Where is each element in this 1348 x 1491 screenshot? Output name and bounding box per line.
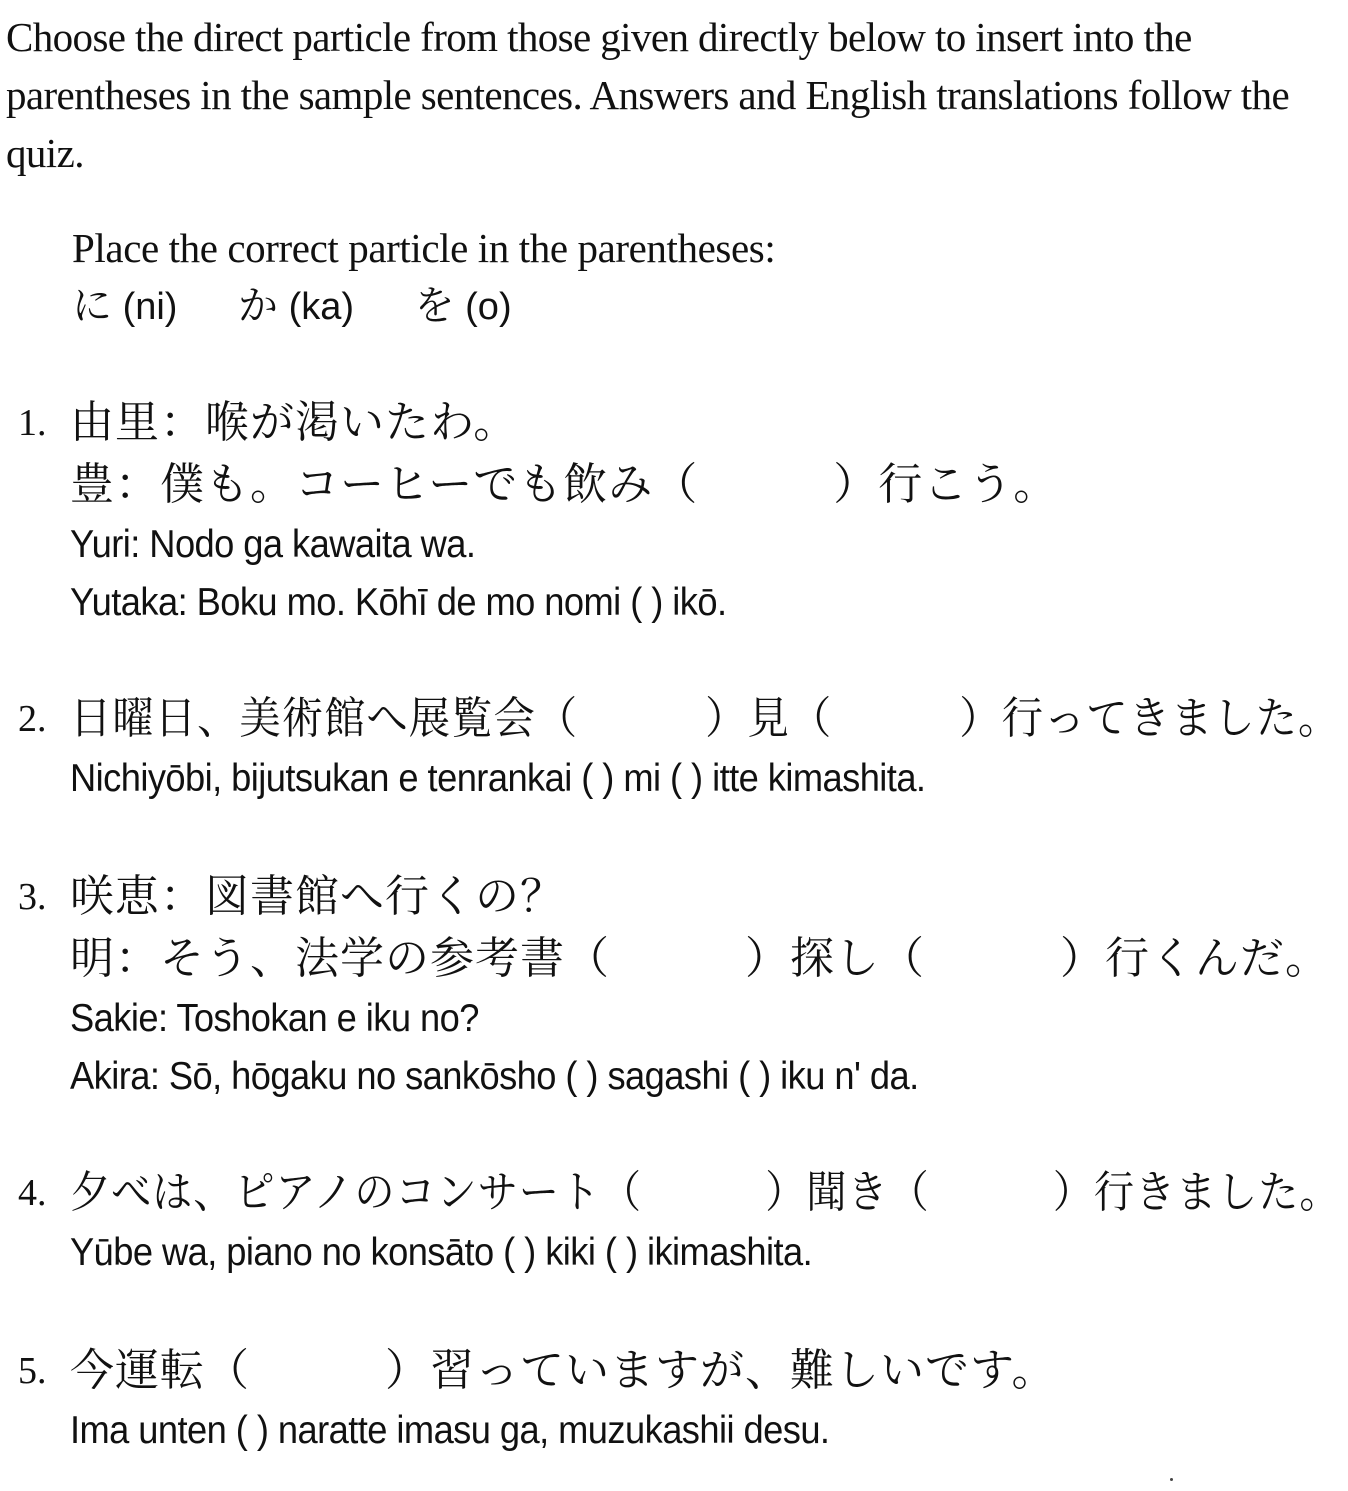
question-number: 1.: [18, 402, 47, 444]
jp-line: 明：そう、法学の参考書（ ）探し（ ）行くんだ。: [70, 933, 1330, 984]
option-ka-romaji: (ka): [288, 286, 355, 328]
jp-line: 日曜日、美術館へ展覧会（ ）見（ ）行ってきました。: [70, 693, 1341, 744]
option-o-romaji: (o): [465, 286, 512, 328]
romaji-line: Akira: Sō, hōgaku no sankōsho ( ) sagashi ( ) iku n' da.: [70, 1055, 919, 1098]
romaji-line: Nichiyōbi, bijutsukan e tenrankai ( ) mi ( ) itte kimashita.: [70, 757, 926, 800]
jp-line: 今運転（ ）習っていますが、難しいです。: [70, 1345, 1057, 1396]
option-ni-romaji: (ni): [122, 286, 178, 328]
question-number: 5.: [18, 1350, 47, 1392]
jp-line: 咲恵：図書館へ行くの？: [70, 871, 565, 922]
option-ni: [72, 278, 177, 335]
question-1: [18, 392, 1338, 632]
option-o-kana: を: [414, 283, 455, 329]
romaji-line: Yuri: Nodo ga kawaita wa.: [70, 523, 476, 566]
romaji-line: Ima unten ( ) naratte imasu ga, muzukashii desu.: [70, 1409, 830, 1452]
romaji-line: Yūbe wa, piano no konsāto ( ) kiki ( ) ikimashita.: [70, 1231, 813, 1274]
romaji-line: Sakie: Toshokan e iku no?: [70, 997, 479, 1040]
question-number: 3.: [18, 876, 47, 918]
option-ka-kana: か: [238, 283, 279, 329]
instruction-text: Place the correct particle in the parentheses:: [72, 225, 776, 271]
question-4: [18, 1162, 1341, 1282]
question-number: 4.: [18, 1172, 47, 1214]
option-ka: [238, 278, 354, 335]
question-number: 2.: [18, 698, 47, 740]
option-o: [415, 278, 512, 335]
jp-line: 由里：喉が渇いたわ。: [70, 397, 519, 448]
particle-options: [72, 278, 562, 335]
intro-paragraph: Choose the direct particle from those given directly below to insert into the parentheses in the sample sentences. Answers and English translations follow the quiz.: [6, 14, 1290, 176]
scan-speck: [1170, 1478, 1173, 1481]
question-5: [18, 1340, 1338, 1460]
jp-line: 豊：僕も。コーヒーでも飲み（ ）行こう。: [70, 459, 1059, 510]
question-2: [18, 688, 1341, 808]
jp-line: 夕べは、ピアノのコンサート（ ）聞き（ ）行きました。: [70, 1167, 1341, 1218]
romaji-line: Yutaka: Boku mo. Kōhī de mo nomi ( ) ikō.: [70, 581, 727, 624]
option-ni-kana: に: [72, 283, 112, 329]
question-3: [18, 866, 1338, 1106]
